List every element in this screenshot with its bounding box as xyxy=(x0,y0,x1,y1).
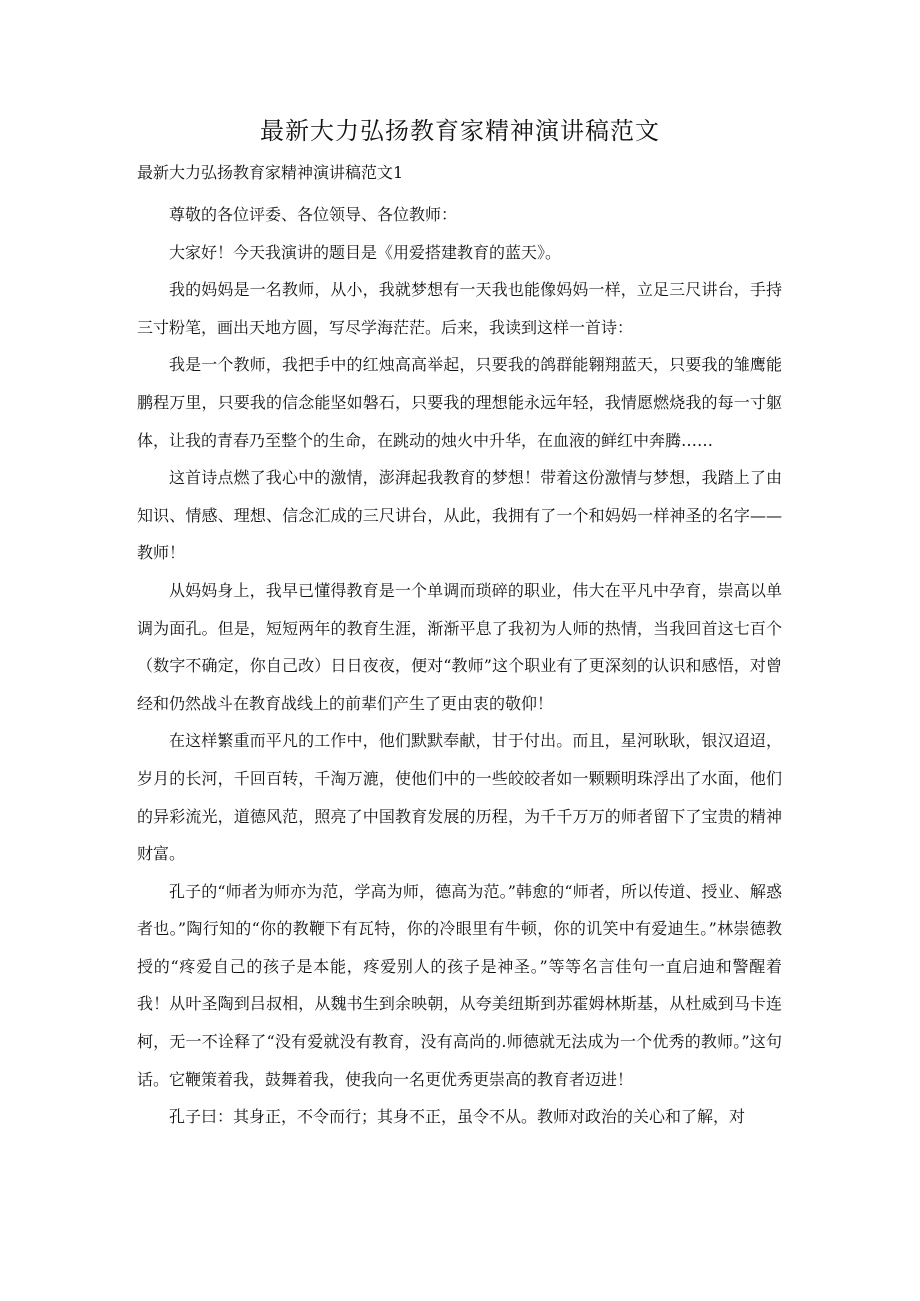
paragraph-greeting: 大家好！今天我演讲的题目是《用爱搭建教育的蓝天》。 xyxy=(169,242,562,262)
paragraph: 从妈妈身上，我早已懂得教育是一个单调而琐碎的职业，伟大在平凡中孕育，崇高以单调为面孔。但是，短短两年的教育生涯，渐渐平息了我初为人师的热情，当我回首这七百个（数字不确定，你自己改）日日夜夜，便对“教师”这个职业有了更深刻的认识和感悟，对曾经和仍然战斗在教育战线上的前辈们产生了更由衷的敬仰！ xyxy=(137,580,782,713)
paragraph-salutation: 尊敬的各位评委、各位领导、各位教师： xyxy=(169,205,458,224)
paragraph-poem: 我是一个教师，我把手中的红烛高高举起，只要我的鸽群能翱翔蓝天，只要我的雏鹰能鹏程万里，只要我的信念能坚如磐石，只要我的理想能永远年轻，我情愿燃烧我的每一寸躯体，让我的青春乃至整个的生命，在跳动的烛火中升华，在血液的鲜红中奔腾…… xyxy=(137,355,782,450)
paragraph: 在这样繁重而平凡的工作中，他们默默奉献，甘于付出。而且，星河耿耿，银汉迢迢，岁月的长河，千回百转，千淘万漉，使他们中的一些皎皎者如一颗颗明珠浮出了水面，他们的异彩流光，道德风范，照亮了中国教育发展的历程，为千千万万的师者留下了宝贵的精神财富。 xyxy=(137,731,782,864)
document-title: 最新大力弘扬教育家精神演讲稿范文 xyxy=(260,117,660,145)
paragraph-quotes: 孔子的“师者为师亦为范，学高为师，德高为范。”韩愈的“师者，所以传道、授业、解惑者也。”陶行知的“你的教鞭下有瓦特，你的冷眼里有牛顿，你的讥笑中有爱迪生。”林崇德教授的“疼爱自己的孩子是本能，疼爱别人的孩子是神圣。”等等名言佳句一直启迪和警醒着我！从叶圣陶到吕叔相，从魏书生到余映朝，从夸美纽斯到苏霍姆林斯基，从杜威到马卡连柯，无一不诠释了“没有爱就没有教育，没有高尚的.师德就无法成为一个优秀的教师。”这句话。它鞭策着我，鼓舞着我，使我向一名更优秀更崇高的教育者迈进！ xyxy=(137,881,782,1089)
document-body xyxy=(137,196,782,1136)
paragraph-truncated: 孔子曰：其身正，不令而行；其身不正，虽令不从。教师对政治的关心和了解，对 xyxy=(169,1107,746,1127)
paragraph: 我的妈妈是一名教师，从小，我就梦想有一天我也能像妈妈一样，立足三尺讲台，手持三寸粉笔，画出天地方圆，写尽学海茫茫。后来，我读到这样一首诗： xyxy=(137,280,782,337)
document-subtitle: 最新大力弘扬教育家精神演讲稿范文1 xyxy=(137,163,404,182)
paragraph: 这首诗点燃了我心中的激情，澎湃起我教育的梦想！带着这份激情与梦想，我踏上了由知识、情感、理想、信念汇成的三尺讲台，从此，我拥有了一个和妈妈一样神圣的名字——教师！ xyxy=(137,468,782,563)
